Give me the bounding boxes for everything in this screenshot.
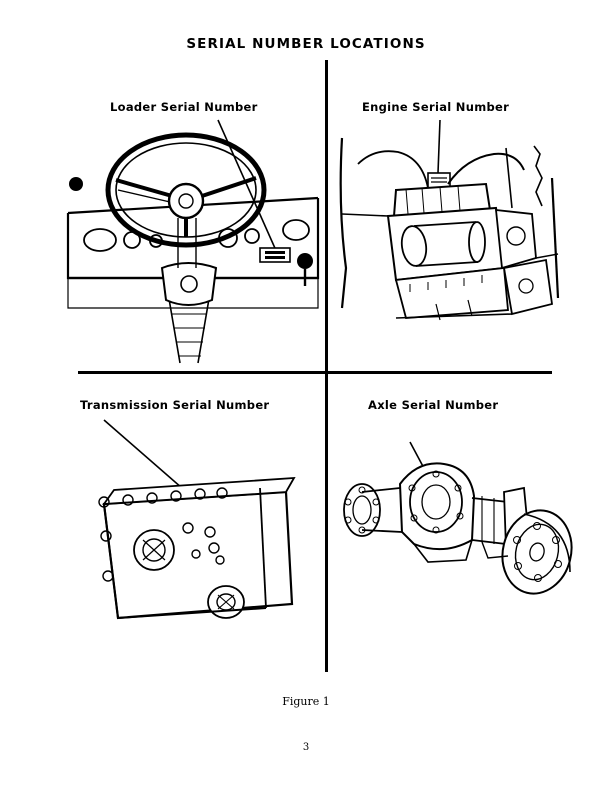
divider-horizontal xyxy=(78,371,552,374)
figure-caption: Figure 1 xyxy=(282,695,330,708)
callout-label-loader: Loader Serial Number xyxy=(110,100,258,114)
callout-label-engine: Engine Serial Number xyxy=(362,100,510,114)
illustration-transmission xyxy=(70,418,318,648)
illustration-loader-steering-wheel xyxy=(60,118,325,368)
illustration-engine xyxy=(336,118,564,348)
callout-label-transmission: Transmission Serial Number xyxy=(80,398,270,412)
callout-label-axle: Axle Serial Number xyxy=(368,398,499,412)
divider-vertical xyxy=(325,60,328,672)
page-number: 3 xyxy=(302,742,310,753)
illustration-axle xyxy=(332,440,577,640)
page-title: SERIAL NUMBER LOCATIONS xyxy=(186,36,426,52)
